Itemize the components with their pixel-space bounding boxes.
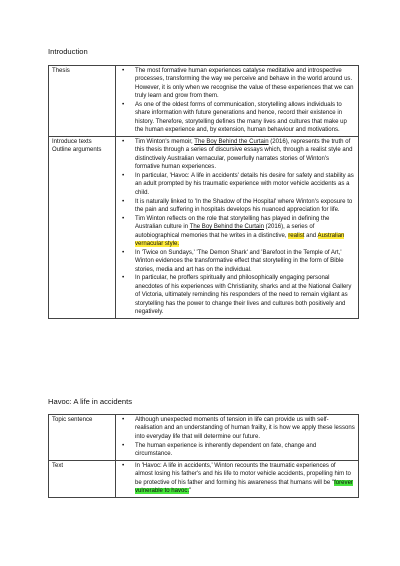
bullet-icon: •: [122, 461, 125, 469]
bullet-icon: •: [122, 67, 125, 74]
texts-point: • It is naturally linked to 'In the Shadow of the Hospital' where Winton's exposure to the pain and suffering in hospitals develops his nuanced appreciation for life.: [122, 197, 353, 214]
thesis-point: • The most formative human experiences catalyse meditative and introspective processes, transforming the way we perceive and behave in the world around us. However, it is only when we recognise the value of these experiences that we can truly learn and grow from them.: [122, 67, 354, 100]
topic-label: Topic sentence: [49, 415, 116, 461]
book-title: The Boy Behind the Curtain: [189, 224, 264, 231]
text-label: Text: [49, 460, 116, 497]
introduction-heading: Introduction: [48, 47, 88, 56]
text-point: • In 'Havoc: A life in accidents,' Winton recounts the traumatic experiences of almost losing his father's and his life to motor vehicle accidents, propelling him to be protective of his father and forming his awareness that humans will be "forever vulnerable to havoc.": [122, 461, 353, 495]
book-title: The Boy Behind the Curtain: [194, 139, 269, 146]
havoc-table: [48, 414, 359, 498]
bullet-icon: •: [122, 274, 125, 282]
texts-point: • In particular, he proffers spiritually and philosophically engaging personal anecdotes of his experiences with Christianity, sharks and at the National Gallery of Victoria, ultimately reminding his responders of the need to remain vigilant as storytelling has the power to change their lives and cultures both positively and negatively.: [122, 274, 352, 316]
topic-point: • The human experience is inherently dependent on fate, change and circumstance.: [122, 441, 317, 458]
texts-label: Introduce texts Outline arguments: [49, 137, 116, 319]
thesis-row: [49, 66, 359, 137]
bullet-icon: •: [122, 248, 125, 256]
thesis-content: [116, 66, 359, 137]
texts-point: • In 'Twice on Sundays,' 'The Demon Shark' and 'Barefoot in the Temple of Art,' Winton evidences the transformative effect that storytelling in the form of Bible stories, media and art has on the individual.: [122, 248, 344, 273]
bullet-icon: •: [122, 214, 125, 222]
highlight-vernacular: Australian vernacular style.: [135, 232, 345, 248]
highlight-realist: realist: [288, 232, 305, 239]
text-content: [116, 460, 359, 497]
introduction-table: [48, 65, 359, 319]
havoc-heading: Havoc: A life in accidents: [48, 397, 132, 406]
bullet-icon: •: [122, 197, 125, 205]
thesis-point: • As one of the oldest forms of communication, storytelling allows individuals to share information with future generations and hence, record their existence in history. Therefore, storytelling defines the many lives and cultures that make up the human experience and, by extension, human behaviour and motivations.: [122, 101, 347, 134]
highlight-havoc: forever vulnerable to havoc.: [135, 479, 353, 495]
topic-row: [49, 415, 359, 461]
topic-content: [116, 415, 359, 461]
bullet-icon: •: [122, 138, 125, 146]
thesis-label: Thesis: [49, 66, 116, 137]
bullet-icon: •: [122, 172, 125, 180]
bullet-icon: •: [122, 416, 125, 423]
bullet-icon: •: [122, 441, 125, 449]
text-row: [49, 460, 359, 497]
texts-point: • Tim Winton reflects on the role that storytelling has played in defining the Australian culture in The Boy Behind the Curtain (2016), a series of autobiographical memories that he writes in a distinctive, realist and Australian vernacular style.: [122, 214, 345, 248]
texts-point: • In particular, 'Havoc: A life in accidents' details his desire for safety and stability as an adult prompted by his traumatic experience with motor vehicle accidents as a child.: [122, 172, 354, 196]
topic-point: • Although unexpected moments of tension in life can provide us with self-realisation and an understanding of human frailty, it is how we apply these lessons into everyday life that will determine our future.: [122, 416, 355, 440]
bullet-icon: •: [122, 101, 125, 109]
texts-content: [116, 137, 359, 319]
texts-point: • Tim Winton's memoir, The Boy Behind the Curtain (2016), represents the truth of this thesis through a series of discursive essays which, through a realist style and distinctively Australian vernacular, powerfully narrates stories of Winton's formative human experiences.: [122, 138, 353, 171]
texts-row: [49, 137, 359, 319]
